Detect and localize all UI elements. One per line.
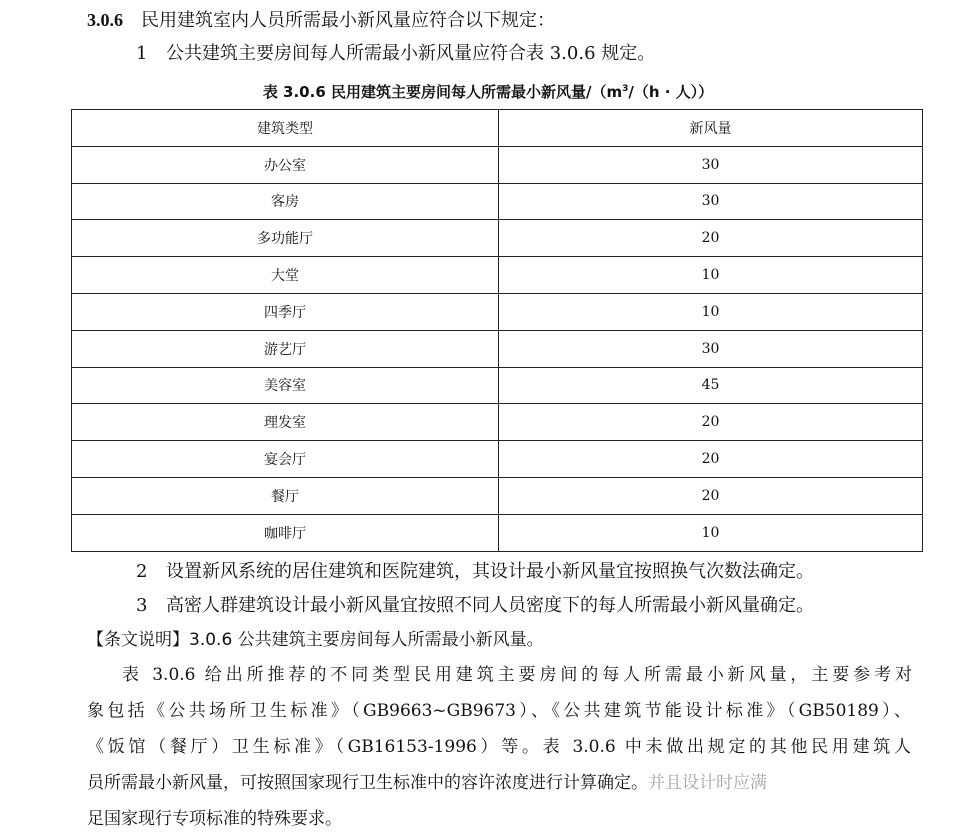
explanation-line-3: 《饭馆（餐厅）卫生标准》（GB16153-1996）等。表 3.0.6 中未做出规定的其他民用建筑人 [87,737,911,757]
cell-value: 30 [499,183,923,220]
header-fresh-air: 新风量 [499,110,923,147]
explanation-line-4-text: 员所需最小新风量，可按照国家现行卫生标准中的容许浓度进行计算确定。 [87,773,648,793]
cell-type: 办公室 [72,146,499,183]
table-title-suffix: /（h · 人）） [628,83,714,101]
cell-value: 10 [499,257,923,294]
item-2 [136,560,814,584]
table-row [72,146,923,183]
cell-value: 45 [499,367,923,404]
header-building-type: 建筑类型 [72,110,499,147]
table-title-prefix: 表 3.0.6 民用建筑主要房间每人所需最小新风量/（m [262,83,623,101]
cell-value: 30 [499,330,923,367]
explanation-line-5: 足国家现行专项标准的特殊要求。 [87,809,342,829]
item-3-text: 高密人群建筑设计最小新风量宜按照不同人员密度下的每人所需最小新风量确定。 [166,595,814,616]
fresh-air-table [71,109,923,552]
cell-value: 10 [499,293,923,330]
table-title-superscript: 3 [622,84,629,94]
clause-heading [87,8,555,33]
cell-type: 客房 [72,183,499,220]
item-1-number: 1 [136,43,148,64]
explanation-label: 【条文说明】 [87,630,189,650]
item-2-number: 2 [136,561,148,582]
cell-value: 20 [499,441,923,478]
item-1 [136,42,655,66]
explanation-line-2: 象包括《公共场所卫生标准》（GB9663~GB9673）、《公共建筑节能设计标准》（GB50189）、 [87,701,911,721]
item-3-number: 3 [136,595,148,616]
table-title [0,78,976,103]
explanation-heading [87,628,544,652]
table-header-row [72,110,923,147]
table-row [72,183,923,220]
cell-type: 理发室 [72,404,499,441]
cell-value: 20 [499,404,923,441]
cell-value: 20 [499,220,923,257]
table-row [72,477,923,514]
table-row [72,514,923,551]
cell-value: 10 [499,514,923,551]
cell-value: 20 [499,477,923,514]
cell-type: 咖啡厅 [72,514,499,551]
explanation-line-4 [87,771,767,795]
table-row [72,441,923,478]
clause-number: 3.0.6 [87,10,123,30]
cell-type: 大堂 [72,257,499,294]
table-row [72,257,923,294]
cell-type: 游艺厅 [72,330,499,367]
cell-value: 30 [499,146,923,183]
cell-type: 四季厅 [72,293,499,330]
cell-type: 美容室 [72,367,499,404]
item-3 [136,594,814,618]
clause-text: 民用建筑室内人员所需最小新风量应符合以下规定： [141,10,555,31]
table-row [72,220,923,257]
cell-type: 多功能厅 [72,220,499,257]
table-row [72,293,923,330]
table-row [72,367,923,404]
item-2-text: 设置新风系统的居住建筑和医院建筑，其设计最小新风量宜按照换气次数法确定。 [166,561,814,582]
explanation-line-1: 表 3.0.6 给出所推荐的不同类型民用建筑主要房间的每人所需最小新风量，主要参考对 [122,665,912,685]
cell-type: 餐厅 [72,477,499,514]
table-row [72,330,923,367]
table-row [72,404,923,441]
cell-type: 宴会厅 [72,441,499,478]
explanation-faded-tail: 并且设计时应满 [648,773,767,793]
explanation-title: 3.0.6 公共建筑主要房间每人所需最小新风量。 [189,630,544,650]
item-1-text: 公共建筑主要房间每人所需最小新风量应符合表 3.0.6 规定。 [166,43,656,64]
